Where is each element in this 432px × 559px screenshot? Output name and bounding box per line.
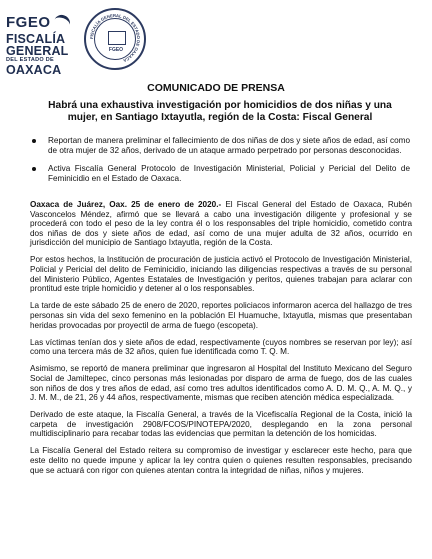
logo-line-1: FISCALÍA [6, 32, 66, 46]
bullet-text: Reportan de manera preliminar el fallecimiento de dos niñas de dos y siete años de edad, así como de otra mujer de 32 años, derivado de un ataque armado perpetrado por personas desconocidas. [48, 136, 410, 155]
bullet-icon [32, 167, 36, 171]
paragraph-4: Las víctimas tenían dos y siete años de edad, respectivamente (cuyos nombres se reservan por ley); así como una tercera más de 32 años, quien fue identificada como T. Q. M. [30, 337, 412, 357]
shield-icon [108, 31, 126, 45]
paragraph-6: Derivado de este ataque, la Fiscalía General, a través de la Vicefiscalía Regional de la Costa, inició la carpeta de investigación 2908/FCOS/PINOTEPA/2020, desplegando en la zona personal multidisciplinario para recabar todas las evidencias que permitan la detención de los homicidas. [30, 410, 412, 439]
article-body [30, 200, 412, 483]
summary-bullets [30, 136, 410, 192]
bullet-item [30, 164, 410, 183]
paragraph-1 [30, 200, 412, 248]
seal-label: FGEO [108, 47, 124, 53]
logo-line-2: GENERAL [6, 44, 69, 58]
headline: Habrá una exhaustiva investigación por homicidios de dos niñas y una mujer, en Santiago Ixtayutla, región de la Costa: Fiscal General [48, 100, 392, 123]
bullet-item [30, 136, 410, 155]
seal-ring-text: FISCALÍA GENERAL DEL ESTADO DE OAXACA [88, 12, 142, 64]
paragraph-3: La tarde de este sábado 25 de enero de 2020, reportes policiacos informaron acerca del hallazgo de tres personas sin vida del sexo femenino en la población El Huamuche, Ixtayutla, mismas que presentaban heridas provocadas por proyectil de arma de fuego (escopeta). [30, 301, 412, 330]
dateline: Oaxaca de Juárez, Oax. 25 de enero de 2020.- [30, 200, 222, 209]
page-title: COMUNICADO DE PRENSA [147, 82, 285, 94]
paragraph-7: La Fiscalía General del Estado reitera su compromiso de investigar y esclarecer este hecho, para que este delito no quede impune y aplicar la ley contra quien o quienes resulten responsables, precisando que se actuará con rigor con quienes atentan contra la integridad de niñas, niños y mujeres. [30, 446, 412, 475]
institutional-seal [84, 8, 146, 70]
paragraph-1-text: El Fiscal General del Estado de Oaxaca, Rubén Vasconcelos Méndez, afirmó que se llevará a cabo una investigación diligente y profesional y se procederá con todo el peso de la ley contra él o los responsables del triple homicidio, cometido contra dos niñas de dos y siete años de edad, así como de una mujer adulta de 32 años, ocurrido en jurisdicción del municipio de Santiago Ixtayutla, región de la Costa. [30, 200, 412, 248]
fgeo-text: FGEO [6, 14, 51, 31]
page-header [0, 0, 432, 80]
swoosh-icon [51, 13, 71, 33]
paragraph-2: Por estos hechos, la Institución de procuración de justicia activó el Protocolo de Investigación Ministerial, Policial y Pericial del delito de Feminicidio, iniciando las diligencias respectivas a través de su personal del Ministerio Público, Agentes Estatales de Investigación y peritos, quienes trabajan para aclarar con prontitud este triple homicidio y detener al o los responsables. [30, 255, 412, 294]
fgeo-wordmark [6, 14, 98, 31]
logo-line-4: OAXACA [6, 63, 62, 77]
logo-line-3: DEL ESTADO DE [6, 57, 55, 63]
bullet-icon [32, 139, 36, 143]
bullet-text: Activa Fiscalía General Protocolo de Investigación Ministerial, Policial y Pericial del Delito de Feminicidio en el Estado de Oaxaca. [48, 164, 410, 183]
paragraph-5: Asimismo, se reportó de manera preliminar que ingresaron al Hospital del Instituto Mexicano del Seguro Social de Jamiltepec, cinco personas más lesionadas por disparo de arma de fuego, dos de las cuales son niños de dos y tres años de edad, así como tres adultos identificados como A. D. M. Q., A. M. Q., y J. M. M., de 21, 26 y 44 años, respectivamente, mismas que reciben atención médica especializada. [30, 364, 412, 403]
seal-inner-ring [94, 18, 136, 60]
